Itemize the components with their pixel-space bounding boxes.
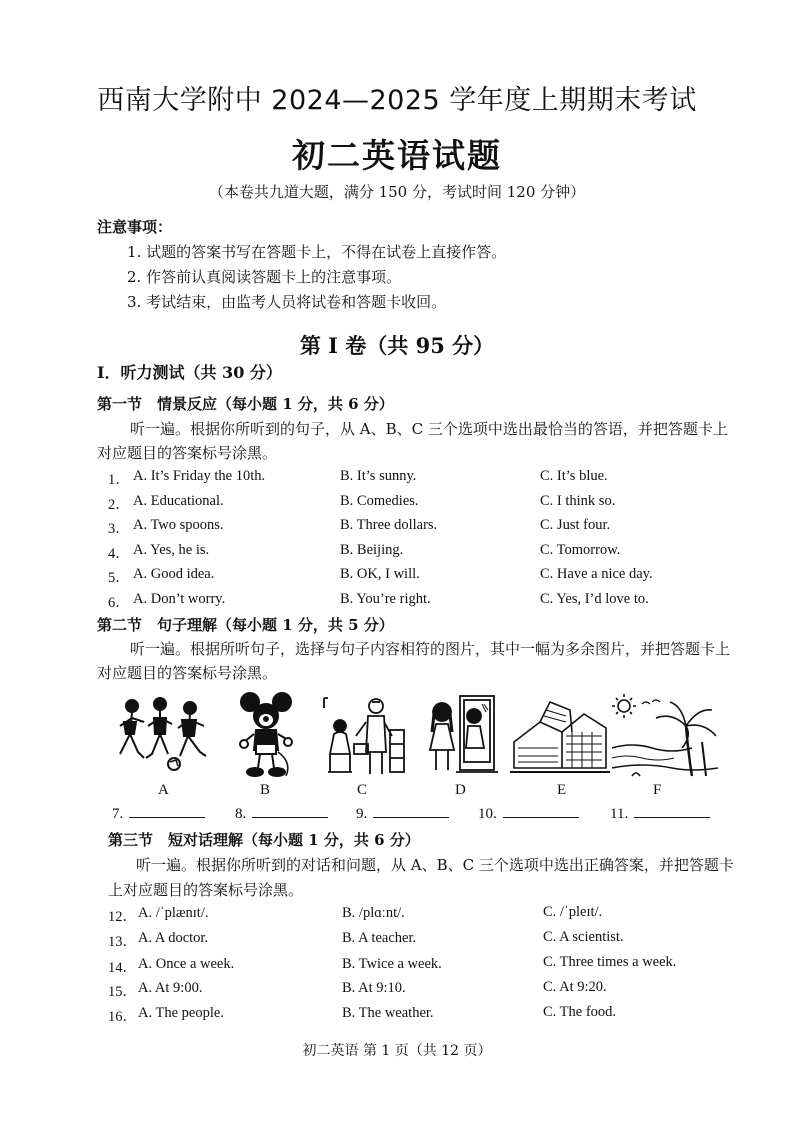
option-a: A. Yes, he is.	[133, 542, 210, 558]
section-instruction: 听一遍。根据所听句子，选择与句子内容相符的图片，其中一幅为多余图片，并把答题卡上	[130, 640, 731, 658]
notice-item: 2. 作答前认真阅读答题卡上的注意事项。	[127, 268, 402, 286]
exam-note: （本卷共九道大题，满分 150 分，考试时间 120 分钟）	[208, 183, 586, 201]
picture-d-girl-mirror	[420, 692, 500, 778]
section-title: 第一节 情景反应（每小题 1 分，共 6 分）	[97, 395, 394, 413]
option-c: C. Have a nice day.	[540, 566, 653, 582]
option-a: A. Good idea.	[133, 566, 215, 582]
picture-a-football-players	[110, 692, 215, 778]
option-b: B. Comedies.	[340, 493, 419, 509]
picture-label: D	[455, 782, 466, 798]
option-c: C. The food.	[543, 1004, 617, 1020]
picture-e-building	[510, 692, 610, 778]
exam-school-title: 西南大学附中 2024—2025 学年度上期期末考试	[97, 85, 697, 116]
part-title: I．听力测试（共 30 分）	[97, 363, 282, 382]
question-number: 3．	[108, 521, 130, 537]
answer-blank[interactable]: 9.	[356, 805, 449, 823]
question-number: 2．	[108, 497, 130, 513]
option-b: B. OK, I will.	[340, 566, 420, 582]
question-number: 4．	[108, 546, 130, 562]
question-number: 6．	[108, 595, 130, 611]
section-instruction: 上对应题目的答案标号涂黑。	[108, 881, 304, 899]
notice-item: 3. 考试结束，由监考人员将试卷和答题卡收回。	[127, 293, 447, 311]
notice-item: 1. 试题的答案书写在答题卡上，不得在试卷上直接作答。	[127, 243, 507, 261]
option-c: C. It’s blue.	[540, 468, 608, 484]
option-b: B. It’s sunny.	[340, 468, 417, 484]
option-c: C. At 9:20.	[543, 979, 607, 995]
picture-label: F	[653, 782, 662, 798]
option-c: C. Just four.	[540, 517, 611, 533]
picture-label: E	[557, 782, 567, 798]
question-number: 14．	[108, 960, 137, 976]
picture-b-cartoon-mouse	[236, 692, 296, 778]
answer-blank[interactable]: 8.	[235, 805, 328, 823]
option-a: A. The people.	[138, 1005, 224, 1021]
section-instruction: 听一遍。根据你所听到的句子，从 A、B、C 三个选项中选出最恰当的答语，并把答题卡上	[130, 420, 728, 438]
picture-label: C	[357, 782, 368, 798]
question-number: 12．	[108, 909, 137, 925]
option-a: A. Two spoons.	[133, 517, 224, 533]
option-b: B. You’re right.	[340, 591, 431, 607]
option-c: C. /ˈpleɪt/.	[543, 904, 603, 920]
notice-title: 注意事项：	[97, 218, 173, 236]
option-b: B. A teacher.	[342, 930, 417, 946]
option-a: A. Educational.	[133, 493, 224, 509]
option-a: A. /ˈplænɪt/.	[138, 905, 209, 921]
option-c: C. Three times a week.	[543, 954, 677, 970]
option-b: B. Twice a week.	[342, 956, 442, 972]
option-c: C. I think so.	[540, 493, 616, 509]
answer-blank[interactable]: 7.	[112, 805, 205, 823]
volume-title: 第 I 卷（共 95 分）	[299, 333, 495, 358]
section-instruction: 对应题目的答案标号涂黑。	[97, 664, 278, 682]
section-title: 第二节 句子理解（每小题 1 分，共 5 分）	[97, 616, 394, 634]
option-c: C. Tomorrow.	[540, 542, 621, 558]
option-a: A. Don’t worry.	[133, 591, 226, 607]
picture-label: B	[260, 782, 271, 798]
page-footer: 初二英语 第 1 页（共 12 页）	[302, 1043, 492, 1059]
section-instruction: 听一遍。根据你所听到的对话和问题，从 A、B、C 三个选项中选出正确答案，并把答题卡	[136, 856, 734, 874]
option-b: B. Three dollars.	[340, 517, 438, 533]
question-number: 1．	[108, 472, 130, 488]
option-a: A. At 9:00.	[138, 980, 203, 996]
option-a: A. Once a week.	[138, 956, 235, 972]
answer-blank[interactable]: 10.	[478, 805, 579, 823]
option-b: B. The weather.	[342, 1005, 434, 1021]
picture-label: A	[158, 782, 169, 798]
option-b: B. Beijing.	[340, 542, 404, 558]
question-number: 16．	[108, 1009, 137, 1025]
option-a: A. A doctor.	[138, 930, 209, 946]
option-b: B. /plɑːnt/.	[342, 905, 405, 921]
exam-subject-title: 初二英语试题	[292, 136, 502, 175]
section-title: 第三节 短对话理解（每小题 1 分，共 6 分）	[108, 831, 420, 849]
picture-f-beach	[612, 692, 718, 778]
answer-blank[interactable]: 11.	[610, 805, 710, 823]
question-number: 13．	[108, 934, 137, 950]
picture-c-doctor-patient	[320, 692, 408, 778]
question-number: 5．	[108, 570, 130, 586]
option-c: C. Yes, I’d love to.	[540, 591, 649, 607]
option-a: A. It’s Friday the 10th.	[133, 468, 266, 484]
option-c: C. A scientist.	[543, 929, 624, 945]
section-instruction: 对应题目的答案标号涂黑。	[97, 444, 278, 462]
option-b: B. At 9:10.	[342, 980, 406, 996]
question-number: 15．	[108, 984, 137, 1000]
